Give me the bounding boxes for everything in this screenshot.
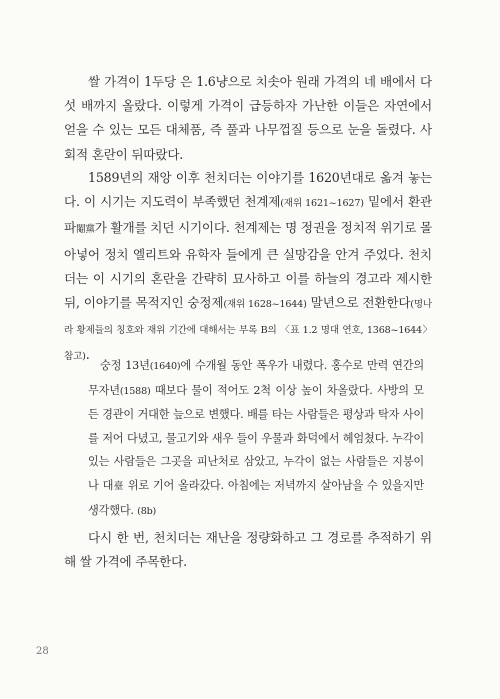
quote-text: 숭정 13년 — [100, 359, 150, 372]
hanja-gloss: 閹黨 — [75, 224, 95, 236]
year-note: (1640) — [149, 361, 181, 372]
paragraph-text: 밑에서 환관파 — [64, 194, 433, 236]
quote-text: 때보다 물이 적어도 2척 이상 높이 차올랐다. 사방의 모든 경관이 거대한 늪으로 변했다. 배를 타는 사람들은 평상과 탁자 사이를 저어 다녔고, 물고기와 새우 들이 우물과 화덕에서 헤엄쳤다. 누각이 있는 사람들은 그곳을 피난처로 삼았고, 누각이 없는 사람들은 지붕이나 대 — [88, 383, 424, 492]
paragraph-chronology — [64, 166, 432, 370]
page-number: 28 — [36, 646, 49, 657]
block-quote — [88, 354, 424, 523]
paragraph-text: 가 활개를 치던 시기이다. 천계제는 명 정권을 정치적 위기로 몰아넣어 정치 엘리트와 유학자 들에게 큰 실망감을 안겨 주었다. 천치더는 이 시기의 혼란을 간략히 묘사하고 이를 하늘의 경고라 제시한 뒤, 이야기를 목적지인 숭정제 — [64, 220, 432, 311]
reference-note: (명나라 황제들의 칭호와 재위 기간에 대해서는 부록 B의 〈표 1.2 명대 연호, 1368~1644〉 참고) — [64, 299, 432, 363]
quote-text: 위로 기어 올라갔다. 아침에는 저녁까지 살아남을 수 있을지만 생각했다. — [88, 478, 425, 517]
hanja-gloss: 臺 — [113, 480, 124, 492]
quote-text: 에 수개월 동안 폭우가 내렸다. 홍수로 만력 연간의 무자년 — [88, 359, 425, 397]
reign-note: (재위 1621~1627) — [280, 198, 364, 210]
paragraph-text: 말년으로 전환한다 — [306, 295, 411, 311]
reign-note: (재위 1628~1644) — [223, 299, 307, 311]
paragraph-text: . — [85, 347, 90, 363]
paragraph-rice-price: 쌀 가격이 1두당 은 1.6냥으로 치솟아 원래 가격의 네 배에서 다섯 배까지 올랐다. 이렇게 가격이 급등하자 가난한 이들은 자연에서 얻을 수 있는 모든 대체품, 즉 풀과 나무껍질 등으로 눈을 돌렸다. 사회적 혼란이 뒤따랐다. — [64, 74, 432, 162]
citation: (8b) — [137, 505, 157, 517]
year-note: (1588) — [119, 385, 151, 397]
paragraph-text: 1589년의 재앙 이후 천치더는 이야기를 1620년대로 옮겨 놓는다. 이 시기는 지도력이 부족했던 천계제 — [64, 170, 432, 210]
paragraph-conclusion: 다시 한 번, 천치더는 재난을 정량화하고 그 경로를 추적하기 위해 쌀 가격에 주목한다. — [64, 530, 432, 570]
